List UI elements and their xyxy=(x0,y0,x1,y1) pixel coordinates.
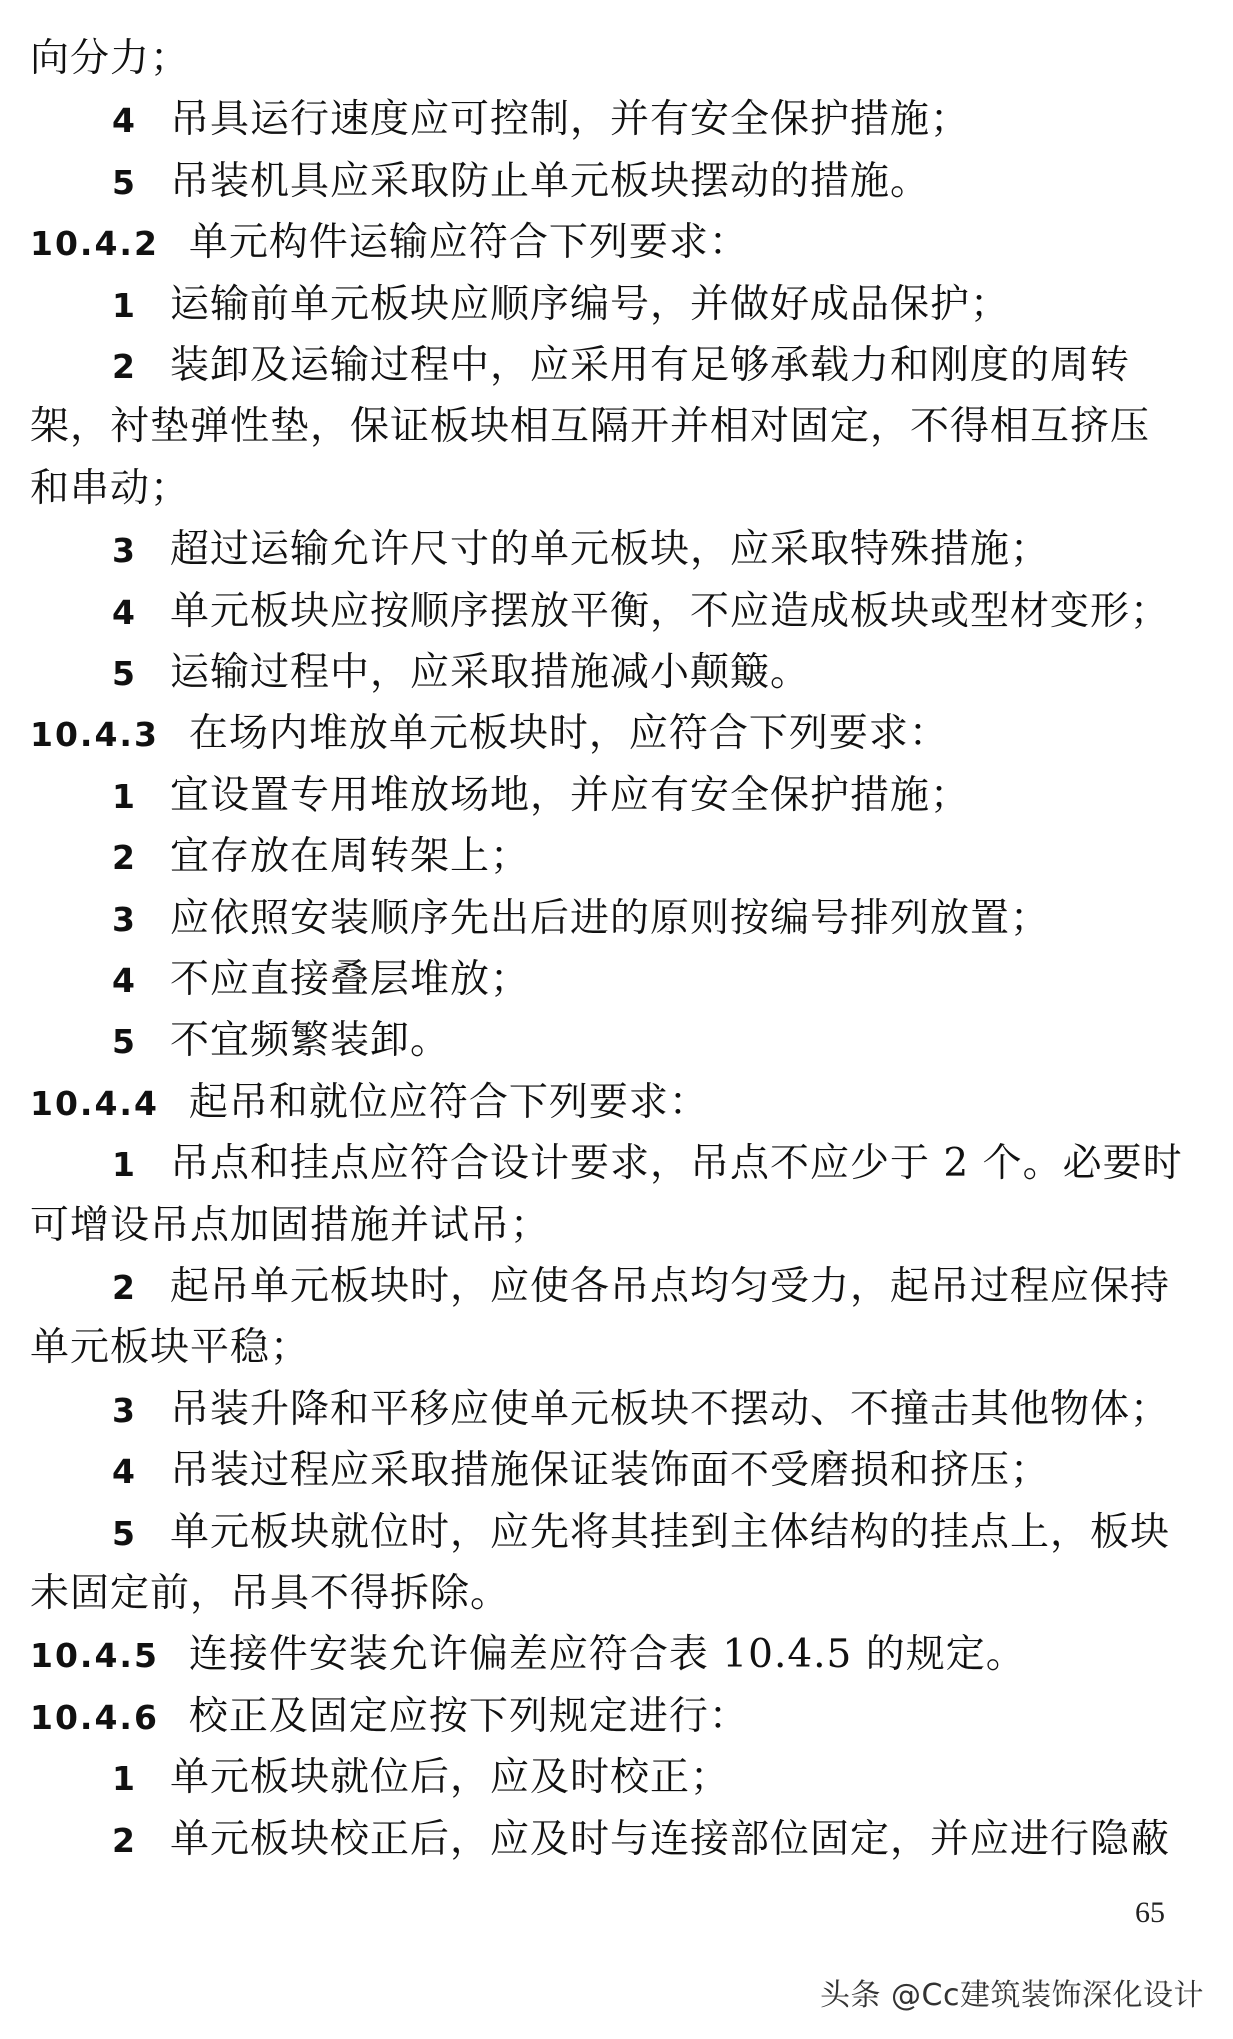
watermark: 头条 @Cc建筑装饰深化设计 xyxy=(820,1978,1204,2013)
item-number: 5 xyxy=(112,1022,136,1061)
line-text: 运输过程中，应采取措施减小颠簸。 xyxy=(170,650,811,695)
list-item xyxy=(112,587,1170,638)
line-text: 单元板块就位时，应先将其挂到主体结构的挂点上，板块 xyxy=(170,1510,1171,1555)
item-number: 2 xyxy=(112,1268,136,1307)
continuation-line xyxy=(30,1201,550,1251)
list-item xyxy=(112,648,810,699)
item-number: 1 xyxy=(112,1145,136,1184)
clause-heading xyxy=(30,1078,709,1129)
line-text: 运输前单元板块应顺序编号，并做好成品保护； xyxy=(170,282,1011,327)
list-item xyxy=(112,1446,1050,1497)
list-item xyxy=(112,157,930,208)
line-text: 校正及固定应按下列规定进行： xyxy=(188,1694,749,1739)
list-item xyxy=(112,341,1130,392)
line-text: 吊点和挂点应符合设计要求，吊点不应少于 2 个。必要时 xyxy=(170,1141,1183,1186)
item-number: 1 xyxy=(112,777,136,816)
continuation-line xyxy=(30,402,1150,452)
item-number: 4 xyxy=(112,961,136,1000)
clause-number: 10.4.4 xyxy=(30,1084,159,1123)
page-number: 65 xyxy=(1135,1896,1165,1929)
item-number: 4 xyxy=(112,101,136,140)
item-number: 2 xyxy=(112,1821,136,1860)
list-item xyxy=(112,95,970,146)
item-number: 3 xyxy=(112,1391,136,1430)
list-item xyxy=(112,1815,1170,1866)
list-item xyxy=(112,894,1050,945)
list-item xyxy=(112,1508,1170,1559)
line-text: 宜存放在周转架上； xyxy=(170,834,531,879)
item-number: 4 xyxy=(112,1452,136,1491)
list-item xyxy=(112,1139,1183,1190)
line-text: 单元板块应按顺序摆放平衡，不应造成板块或型材变形； xyxy=(170,589,1171,634)
line-text: 架，衬垫弹性垫，保证板块相互隔开并相对固定，不得相互挤压 xyxy=(30,404,1151,449)
item-number: 1 xyxy=(112,1759,136,1798)
list-item xyxy=(112,280,1010,331)
item-number: 1 xyxy=(112,286,136,325)
continuation-line xyxy=(30,1569,510,1619)
line-text: 连接件安装允许偏差应符合表 10.4.5 的规定。 xyxy=(188,1632,1026,1677)
item-number: 5 xyxy=(112,654,136,693)
item-number: 5 xyxy=(112,163,136,202)
line-text: 单元构件运输应符合下列要求： xyxy=(188,220,749,265)
line-text: 不宜频繁装卸。 xyxy=(170,1018,451,1063)
clause-number: 10.4.5 xyxy=(30,1636,159,1675)
line-text: 和串动； xyxy=(30,466,191,511)
line-text: 吊具运行速度应可控制，并有安全保护措施； xyxy=(170,97,971,142)
item-number: 2 xyxy=(112,838,136,877)
clause-number: 10.4.3 xyxy=(30,715,159,754)
continuation-line xyxy=(30,1323,310,1373)
line-text: 不应直接叠层堆放； xyxy=(170,957,531,1002)
line-text: 起吊单元板块时，应使各吊点均匀受力，起吊过程应保持 xyxy=(170,1264,1171,1309)
continuation-line xyxy=(30,34,190,84)
item-number: 5 xyxy=(112,1514,136,1553)
clause-heading xyxy=(30,1692,749,1743)
line-text: 单元板块平稳； xyxy=(30,1325,311,1370)
continuation-line xyxy=(30,464,190,514)
line-text: 吊装机具应采取防止单元板块摆动的措施。 xyxy=(170,159,931,204)
item-number: 2 xyxy=(112,347,136,386)
line-text: 未固定前，吊具不得拆除。 xyxy=(30,1571,511,1616)
list-item xyxy=(112,1016,450,1067)
list-item xyxy=(112,1753,730,1804)
line-text: 装卸及运输过程中，应采用有足够承载力和刚度的周转 xyxy=(170,343,1131,388)
item-number: 3 xyxy=(112,900,136,939)
line-text: 吊装升降和平移应使单元板块不摆动、不撞击其他物体； xyxy=(170,1387,1171,1432)
list-item xyxy=(112,955,530,1006)
line-text: 宜设置专用堆放场地，并应有安全保护措施； xyxy=(170,773,971,818)
line-text: 在场内堆放单元板块时，应符合下列要求： xyxy=(188,711,949,756)
line-text: 向分力； xyxy=(30,36,191,81)
list-item xyxy=(112,525,1050,576)
item-number: 3 xyxy=(112,531,136,570)
list-item xyxy=(112,1385,1170,1436)
clause-number: 10.4.2 xyxy=(30,224,159,263)
clause-heading xyxy=(30,1630,1026,1681)
line-text: 可增设吊点加固措施并试吊； xyxy=(30,1203,551,1248)
line-text: 单元板块就位后，应及时校正； xyxy=(170,1755,731,1800)
line-text: 超过运输允许尺寸的单元板块，应采取特殊措施； xyxy=(170,527,1051,572)
item-number: 4 xyxy=(112,593,136,632)
clause-heading xyxy=(30,218,749,269)
list-item xyxy=(112,1262,1170,1313)
line-text: 单元板块校正后，应及时与连接部位固定，并应进行隐蔽 xyxy=(170,1817,1171,1862)
line-text: 应依照安装顺序先出后进的原则按编号排列放置； xyxy=(170,896,1051,941)
line-text: 吊装过程应采取措施保证装饰面不受磨损和挤压； xyxy=(170,1448,1051,1493)
clause-number: 10.4.6 xyxy=(30,1698,159,1737)
clause-heading xyxy=(30,709,949,760)
list-item xyxy=(112,832,530,883)
list-item xyxy=(112,771,970,822)
line-text: 起吊和就位应符合下列要求： xyxy=(188,1080,709,1125)
